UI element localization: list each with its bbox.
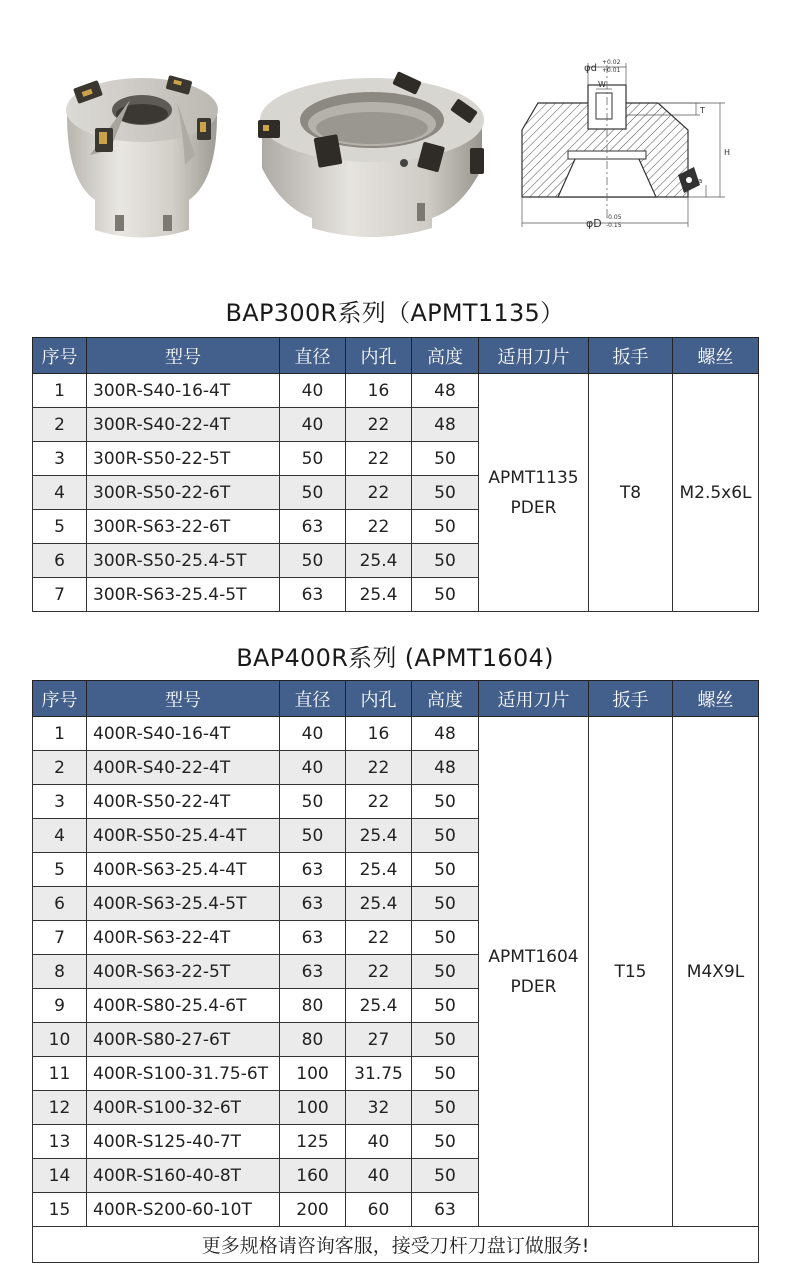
bore-value: 25.4 [346,544,412,578]
screw-cell: M2.5x6L [673,374,759,612]
table2-title: BAP400R系列 (APMT1604) [236,644,554,672]
row-number: 5 [33,510,87,544]
height-value: 50 [412,887,479,921]
drawing-d-tol-lower: +0.01 [602,67,621,74]
header-screw: 螺丝 [673,338,759,374]
model-number: 400R-S100-31.75-6T [87,1057,280,1091]
row-number: 4 [33,476,87,510]
header-insert: 适用刀片 [479,681,589,717]
height-value: 50 [412,1057,479,1091]
row-number: 3 [33,785,87,819]
height-value: 50 [412,785,479,819]
diameter-value: 80 [280,989,346,1023]
diameter-value: 200 [280,1193,346,1227]
height-value: 50 [412,544,479,578]
row-number: 4 [33,819,87,853]
diameter-value: 40 [280,408,346,442]
footer-note: 更多规格请咨询客服，接受刀杆刀盘订做服务! [33,1227,759,1263]
header-wrench: 扳手 [589,338,673,374]
height-value: 50 [412,1023,479,1057]
bore-value: 16 [346,717,412,751]
height-value: 48 [412,408,479,442]
model-number: 300R-S63-25.4-5T [87,578,280,612]
face-mill-6t-photo [252,68,492,248]
height-value: 50 [412,578,479,612]
height-value: 50 [412,476,479,510]
header-wrench: 扳手 [589,681,673,717]
height-value: 50 [412,989,479,1023]
diameter-value: 100 [280,1057,346,1091]
insert-cell [479,374,589,612]
row-number: 5 [33,853,87,887]
diameter-value: 40 [280,751,346,785]
row-number: 6 [33,887,87,921]
row-number: 15 [33,1193,87,1227]
model-number: 300R-S50-22-6T [87,476,280,510]
bore-value: 25.4 [346,819,412,853]
bore-value: 22 [346,510,412,544]
height-value: 50 [412,955,479,989]
table1-header-row [33,338,759,374]
diameter-value: 63 [280,510,346,544]
row-number: 9 [33,989,87,1023]
row-number: 10 [33,1023,87,1057]
drawing-d-label: φd [584,63,597,74]
bore-value: 22 [346,476,412,510]
model-number: 400R-S63-25.4-5T [87,887,280,921]
header-bore: 内孔 [346,338,412,374]
height-value: 50 [412,510,479,544]
bore-value: 22 [346,955,412,989]
bore-value: 25.4 [346,989,412,1023]
model-number: 400R-S125-40-7T [87,1125,280,1159]
model-number: 300R-S40-16-4T [87,374,280,408]
diameter-value: 80 [280,1023,346,1057]
table1-title: BAP300R系列（APMT1135） [225,299,565,327]
diameter-value: 100 [280,1091,346,1125]
insert-model: APMT1604 [488,946,579,967]
diameter-value: 63 [280,955,346,989]
diameter-value: 63 [280,578,346,612]
footer-row [33,1227,759,1263]
height-value: 50 [412,1125,479,1159]
bore-value: 27 [346,1023,412,1057]
drawing-a-label: a [698,177,703,185]
row-number: 11 [33,1057,87,1091]
model-number: 300R-S50-22-5T [87,442,280,476]
diameter-value: 63 [280,853,346,887]
bore-value: 25.4 [346,578,412,612]
model-number: 400R-S63-22-5T [87,955,280,989]
model-number: 400R-S63-22-4T [87,921,280,955]
model-number: 400R-S50-25.4-4T [87,819,280,853]
height-value: 50 [412,442,479,476]
model-number: 300R-S63-22-6T [87,510,280,544]
header-model: 型号 [87,338,280,374]
row-number: 12 [33,1091,87,1125]
model-number: 400R-S100-32-6T [87,1091,280,1125]
table2-header-row [33,681,759,717]
header-diameter: 直径 [280,338,346,374]
drawing-d-tol-upper: +0.02 [602,59,621,66]
diameter-value: 125 [280,1125,346,1159]
height-value: 50 [412,853,479,887]
insert-cell [479,717,589,1227]
drawing-D-tol-upper: -0.05 [606,214,622,221]
bore-value: 60 [346,1193,412,1227]
bore-value: 40 [346,1159,412,1193]
row-number: 2 [33,408,87,442]
model-number: 400R-S63-25.4-4T [87,853,280,887]
row-number: 3 [33,442,87,476]
header-model: 型号 [87,681,280,717]
insert-grade: PDER [510,976,557,997]
row-number: 6 [33,544,87,578]
spec-table-300r [32,337,759,612]
insert-grade: PDER [510,497,557,518]
table-row [33,374,759,408]
height-value: 50 [412,921,479,955]
bore-value: 22 [346,785,412,819]
product-images [0,0,790,270]
row-number: 14 [33,1159,87,1193]
row-number: 1 [33,374,87,408]
bore-value: 25.4 [346,887,412,921]
height-value: 50 [412,1091,479,1125]
diameter-value: 50 [280,476,346,510]
diameter-value: 63 [280,887,346,921]
drawing-w-label: W [598,80,606,89]
height-value: 50 [412,1159,479,1193]
header-height: 高度 [412,338,479,374]
drawing-D-tol-lower: -0.15 [606,222,622,229]
bore-value: 25.4 [346,853,412,887]
model-number: 300R-S40-22-4T [87,408,280,442]
technical-drawing [510,55,745,240]
header-bore: 内孔 [346,681,412,717]
bore-value: 22 [346,408,412,442]
table-row [33,717,759,751]
diameter-value: 50 [280,819,346,853]
wrench-cell: T8 [589,374,673,612]
bore-value: 16 [346,374,412,408]
height-value: 63 [412,1193,479,1227]
drawing-h-label: H [724,148,731,157]
wrench-cell: T15 [589,717,673,1227]
row-number: 1 [33,717,87,751]
model-number: 400R-S80-27-6T [87,1023,280,1057]
row-number: 7 [33,578,87,612]
header-screw: 螺丝 [673,681,759,717]
model-number: 400R-S40-22-4T [87,751,280,785]
model-number: 400R-S200-60-10T [87,1193,280,1227]
diameter-value: 50 [280,785,346,819]
model-number: 400R-S160-40-8T [87,1159,280,1193]
diameter-value: 40 [280,374,346,408]
height-value: 48 [412,717,479,751]
drawing-D-label: φD [586,217,602,230]
bore-value: 22 [346,751,412,785]
header-diameter: 直径 [280,681,346,717]
model-number: 400R-S80-25.4-6T [87,989,280,1023]
insert-model: APMT1135 [488,467,579,488]
diameter-value: 160 [280,1159,346,1193]
diameter-value: 63 [280,921,346,955]
height-value: 48 [412,751,479,785]
bore-value: 22 [346,921,412,955]
drawing-t-label: T [700,106,705,115]
row-number: 8 [33,955,87,989]
bore-value: 22 [346,442,412,476]
bore-value: 31.75 [346,1057,412,1091]
spec-table-400r [32,680,759,1263]
height-value: 48 [412,374,479,408]
model-number: 400R-S40-16-4T [87,717,280,751]
diameter-value: 50 [280,544,346,578]
diameter-value: 40 [280,717,346,751]
header-no: 序号 [33,681,87,717]
bore-value: 32 [346,1091,412,1125]
row-number: 2 [33,751,87,785]
header-insert: 适用刀片 [479,338,589,374]
bore-value: 40 [346,1125,412,1159]
row-number: 13 [33,1125,87,1159]
row-number: 7 [33,921,87,955]
model-number: 400R-S50-22-4T [87,785,280,819]
header-height: 高度 [412,681,479,717]
model-number: 300R-S50-25.4-5T [87,544,280,578]
header-no: 序号 [33,338,87,374]
diameter-value: 50 [280,442,346,476]
face-mill-4t-photo [55,60,230,245]
screw-cell: M4X9L [673,717,759,1227]
height-value: 50 [412,819,479,853]
